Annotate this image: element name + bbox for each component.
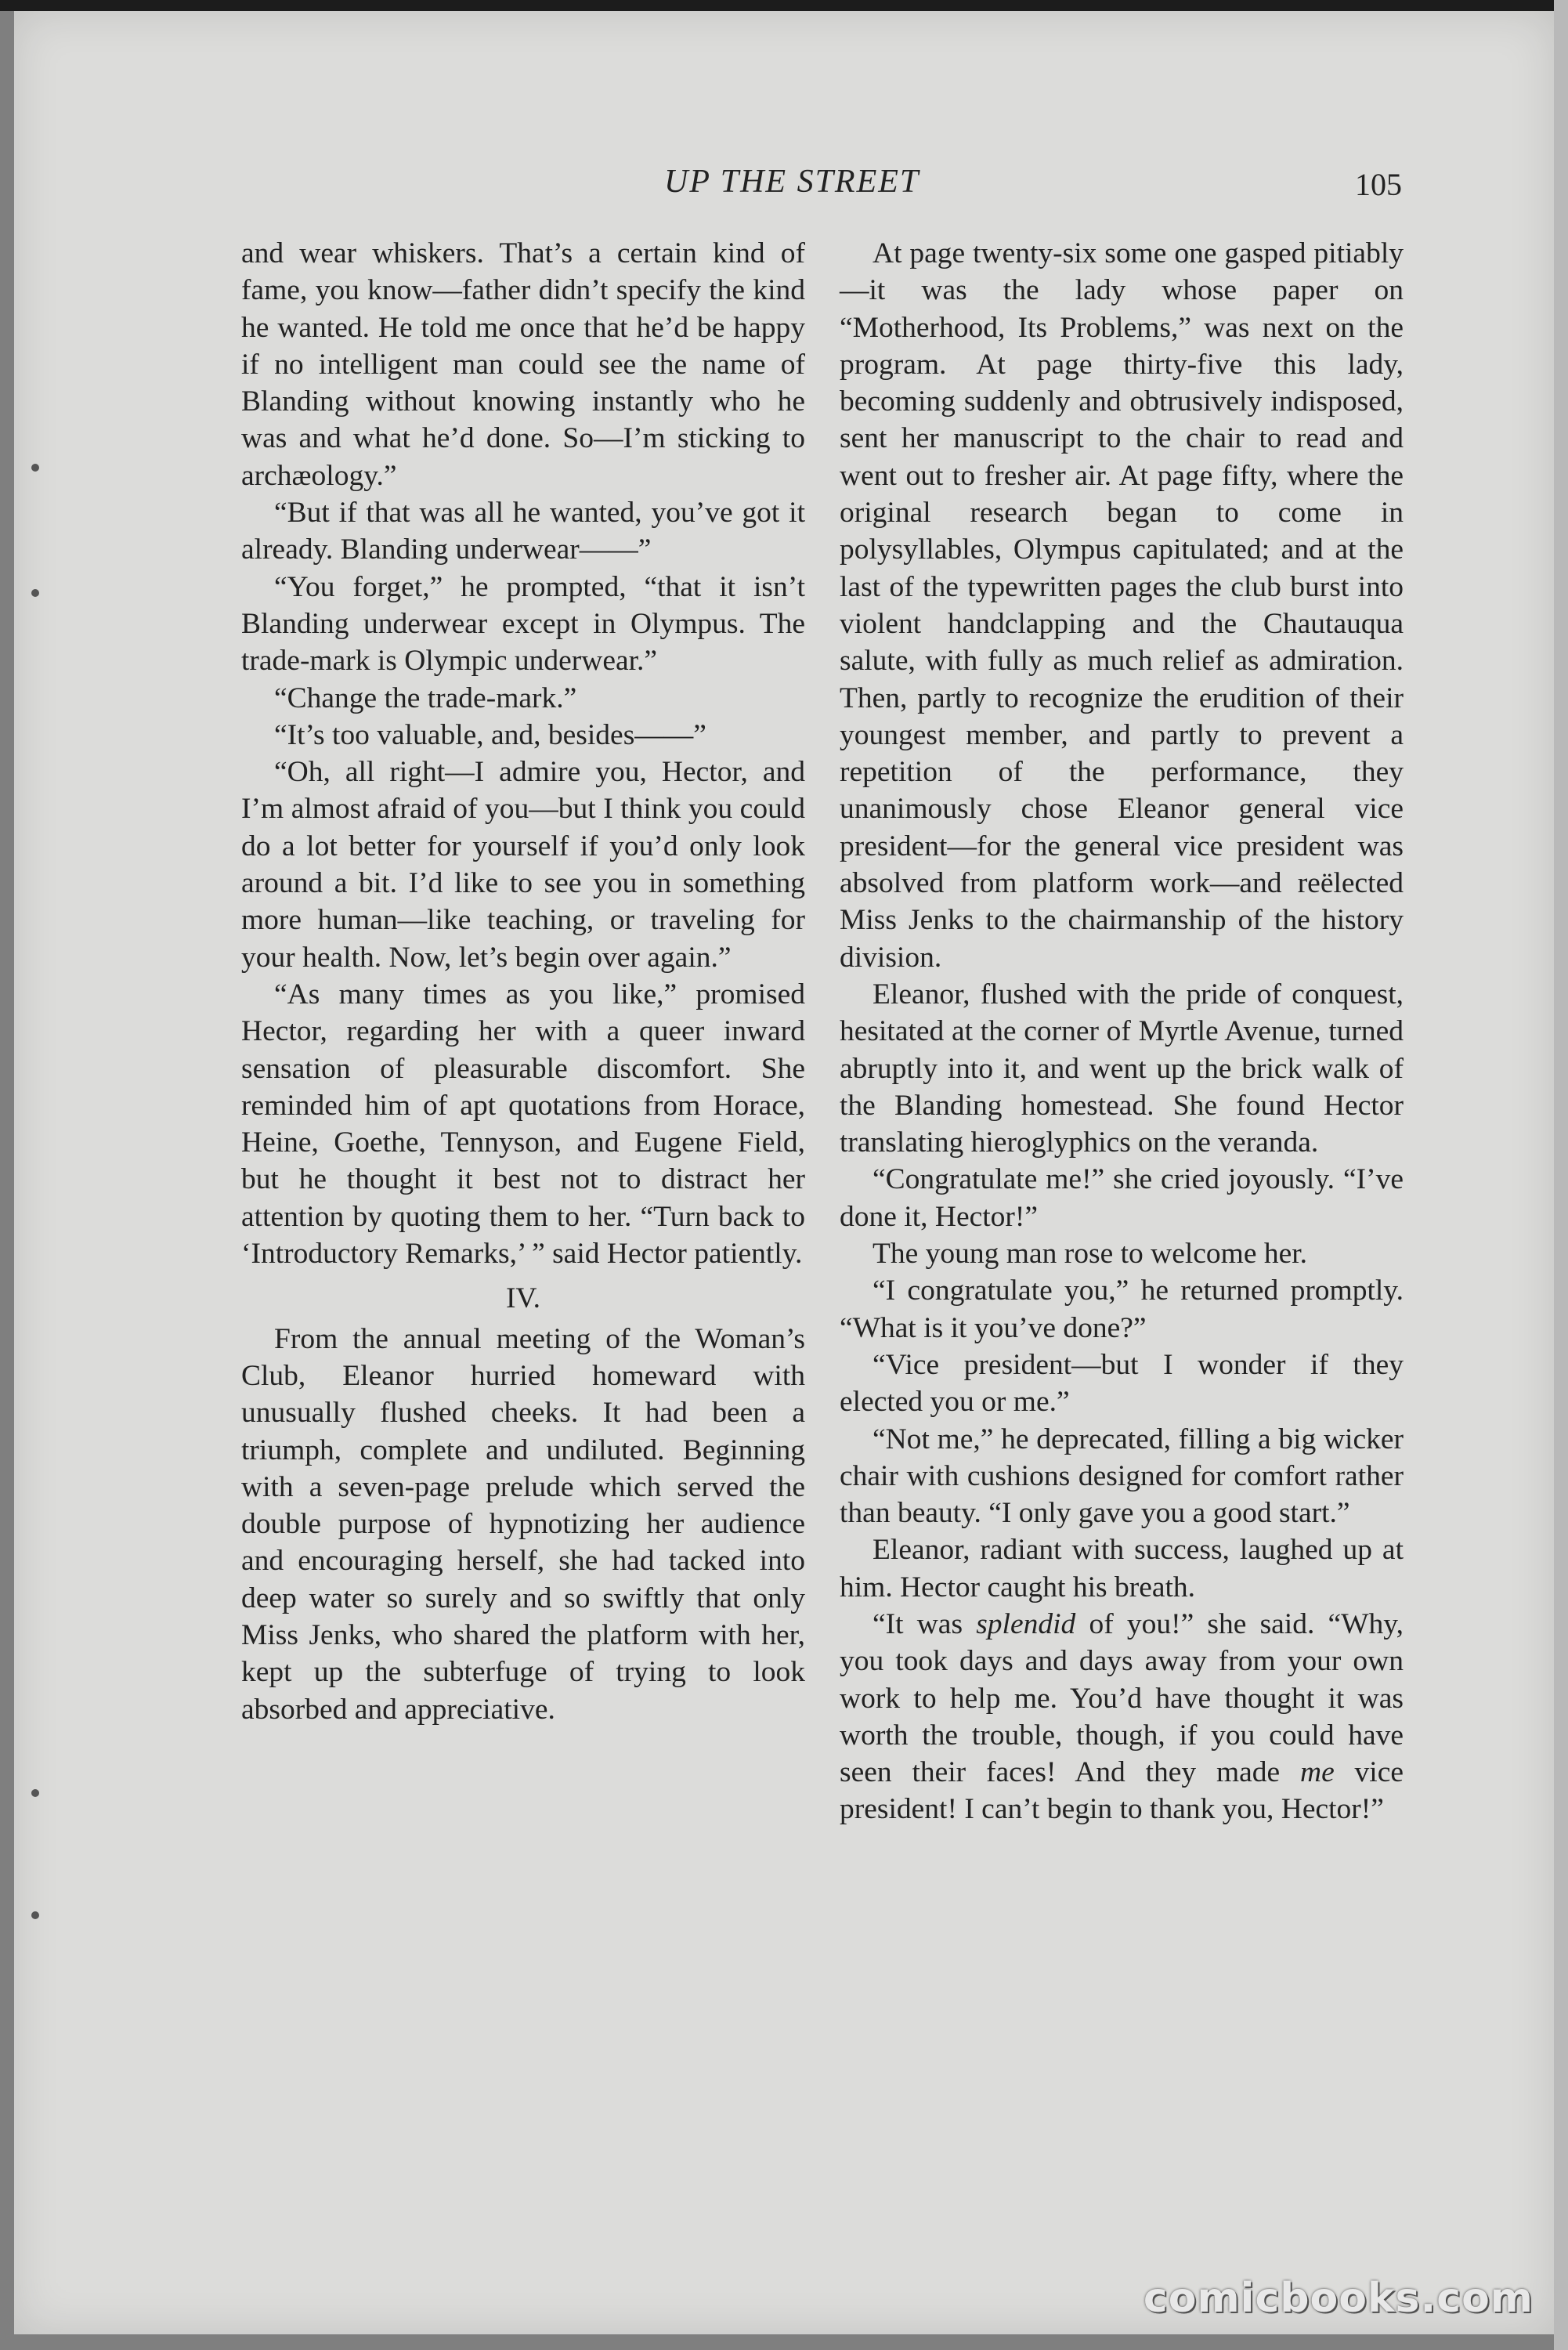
- paragraph: Eleanor, radiant with success, laughed up at him. Hector caught his breath.: [840, 1534, 1404, 1603]
- paragraph: and wear whiskers. That’s a certain kind of fame, you know—father didn’t specify the kind he wanted. He told me once that he’d be happy if no intelligent man could see the name of Blanding without knowing instantly who he was and what he’d done. So—I’m sticking to archæology.”: [241, 237, 805, 492]
- running-head: UP THE STREET: [664, 164, 920, 200]
- text-run: of you!” she said. “Why, you took days and days away from your own work to help me. You’d have thought it was worth the trouble, though, if you could have seen their faces! And they made: [840, 1607, 1404, 1789]
- binding-hole: [31, 1789, 39, 1797]
- watermark: comicbooks.com: [1143, 2275, 1534, 2322]
- emphasis: splendid: [976, 1607, 1076, 1640]
- paragraph: “I congratulate you,” he returned promptly. “What is it you’ve done?”: [840, 1274, 1404, 1344]
- paragraph: Eleanor, flushed with the pride of conquest, hesitated at the corner of Myrtle Avenue, turned abruptly into it, and went up the brick walk of the Blanding homestead. She found Hector translating hieroglyphics on the veranda.: [840, 978, 1404, 1159]
- text-run: “It was: [873, 1607, 977, 1640]
- paragraph: “Change the trade-mark.”: [274, 682, 577, 714]
- paragraph: “Congratulate me!” she cried joyously. “I’ve done it, Hector!”: [840, 1163, 1404, 1233]
- binding-hole: [31, 464, 39, 472]
- page-header: [0, 163, 1568, 210]
- paragraph: From the annual meeting of the Woman’s Club, Eleanor hurried homeward with unusually flushed cheeks. It had been a triumph, complete and undiluted. Beginning with a seven-page prelude which served the double purpose of hypnotizing her audience and encouraging herself, she had tacked into deep water so surely and so swiftly that only Miss Jenks, who shared the platform with her, kept up the subterfuge of trying to look absorbed and appreciative.: [241, 1322, 805, 1726]
- paragraph: [840, 1606, 1404, 1828]
- paragraph: “You forget,” he prompted, “that it isn’t Blanding underwear except in Olympus. The trade-mark is Olympic underwear.”: [241, 570, 805, 678]
- emphasis: me: [1299, 1756, 1335, 1789]
- binding-hole: [31, 1911, 39, 1919]
- paragraph: “It’s too valuable, and, besides——”: [274, 718, 706, 751]
- text-run: vice president! I can’t begin to thank you, Hector!”: [840, 1756, 1404, 1826]
- paragraph: “But if that was all he wanted, you’ve got it already. Blanding underwear——”: [241, 497, 805, 566]
- paragraph: “Vice president—but I wonder if they elected you or me.”: [840, 1348, 1404, 1419]
- binding-hole: [31, 589, 39, 597]
- paragraph: “Not me,” he deprecated, filling a big wicker chair with cushions designed for comfort rather than beauty. “I only gave you a good start.”: [840, 1423, 1404, 1530]
- page-number: 105: [1355, 167, 1402, 202]
- paragraph: The young man rose to welcome her.: [873, 1238, 1308, 1271]
- paragraph: At page twenty-six some one gasped pitiably—it was the lady whose paper on “Motherhood, Its Problems,” was next on the program. At page thirty-five this lady, becoming suddenly and obtrusively indisposed, sent her manuscript to the chair to read and went out to fresher air. At page fifty, where the original research began to come in polysyllables, Olympus capitulated; and at the last of the typewritten pages the club burst into violent handclapping and the Chautauqua salute, with fully as much relief as admiration. Then, partly to recognize the erudition of their youngest member, and partly to prevent a repetition of the performance, they unanimously chose Eleanor general vice president—for the general vice president was absolved from platform work—and reëlected Miss Jenks to the chairmanship of the history division.: [840, 237, 1404, 974]
- top-edge: [0, 0, 1568, 11]
- right-edge: [1554, 0, 1568, 2350]
- paragraph: “As many times as you like,” promised Hector, regarding her with a queer inward sensation of pleasurable discomfort. She reminded him of apt quotations from Horace, Heine, Goethe, Tennyson, and Eugene Field, but he thought it best not to distract her attention by quoting them to her. “Turn back to ‘Introductory Remarks,’ ” said Hector patiently.: [241, 978, 805, 1271]
- section-heading: IV.: [505, 1282, 541, 1315]
- left-column: [241, 235, 805, 1728]
- right-column: [840, 235, 1404, 1828]
- paragraph: “Oh, all right—I admire you, Hector, and I’m almost afraid of you—but I think you could do a lot better for yourself if you’d only look around a bit. I’d like to see you in something more human—like teaching, or traveling for your health. Now, let’s begin over again.”: [241, 756, 805, 974]
